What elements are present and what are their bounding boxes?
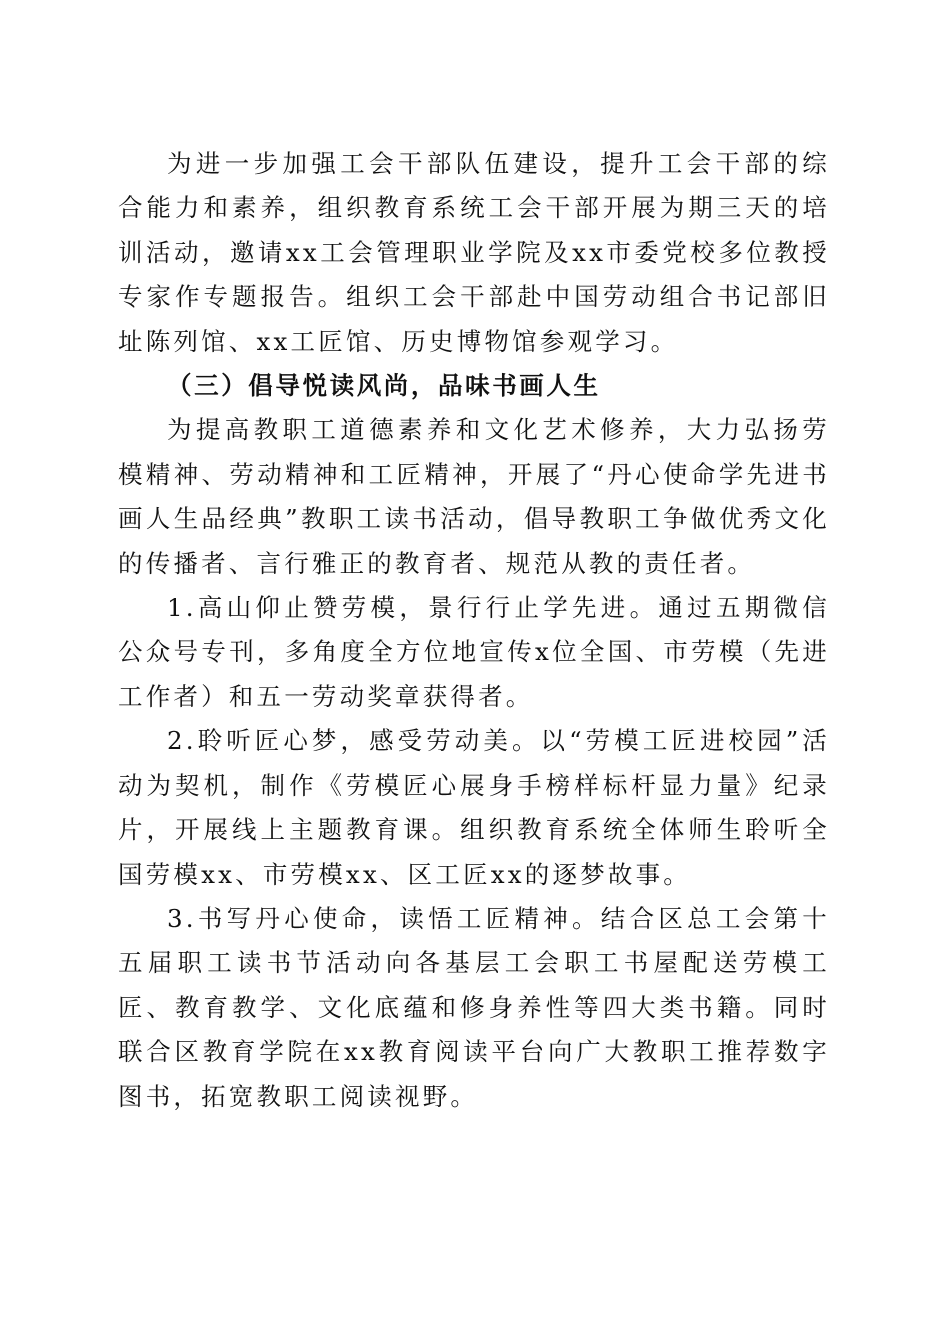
section-heading-reading: （三）倡导悦读风尚，品味书画人生 bbox=[167, 371, 601, 401]
document-body bbox=[118, 142, 830, 1119]
paragraph-training: 为进一步加强工会干部队伍建设，提升工会干部的综合能力和素养，组织教育系统工会干部开展为期三天的培训活动，邀请xx工会管理职业学院及xx市委党校多位教授专家作专题报告。组织工会干部赴中国劳动组合书记部旧址陈列馆、xx工匠馆、历史博物馆参观学习。 bbox=[118, 149, 830, 356]
paragraph-item-2: 2.聆听匠心梦，感受劳动美。以“劳模工匠进校园”活动为契机，制作《劳模匠心展身手榜样标杆显力量》纪录片，开展线上主题教育课。组织教育系统全体师生聆听全国劳模xx、市劳模xx、区工匠xx的逐梦故事。 bbox=[118, 726, 830, 889]
paragraph-item-1: 1.高山仰止赞劳模，景行行止学先进。通过五期微信公众号专刊，多角度全方位地宣传x位全国、市劳模（先进工作者）和五一劳动奖章获得者。 bbox=[118, 593, 830, 711]
paragraph-reading-intro: 为提高教职工道德素养和文化艺术修养，大力弘扬劳模精神、劳动精神和工匠精神，开展了“丹心使命学先进书画人生品经典”教职工读书活动，倡导教职工争做优秀文化的传播者、言行雅正的教育者、规范从教的责任者。 bbox=[118, 415, 830, 578]
paragraph-item-3: 3.书写丹心使命，读悟工匠精神。结合区总工会第十五届职工读书节活动向各基层工会职工书屋配送劳模工匠、教育教学、文化底蕴和修身养性等四大类书籍。同时联合区教育学院在xx教育阅读平台向广大教职工推荐数字图书，拓宽教职工阅读视野。 bbox=[118, 903, 830, 1111]
